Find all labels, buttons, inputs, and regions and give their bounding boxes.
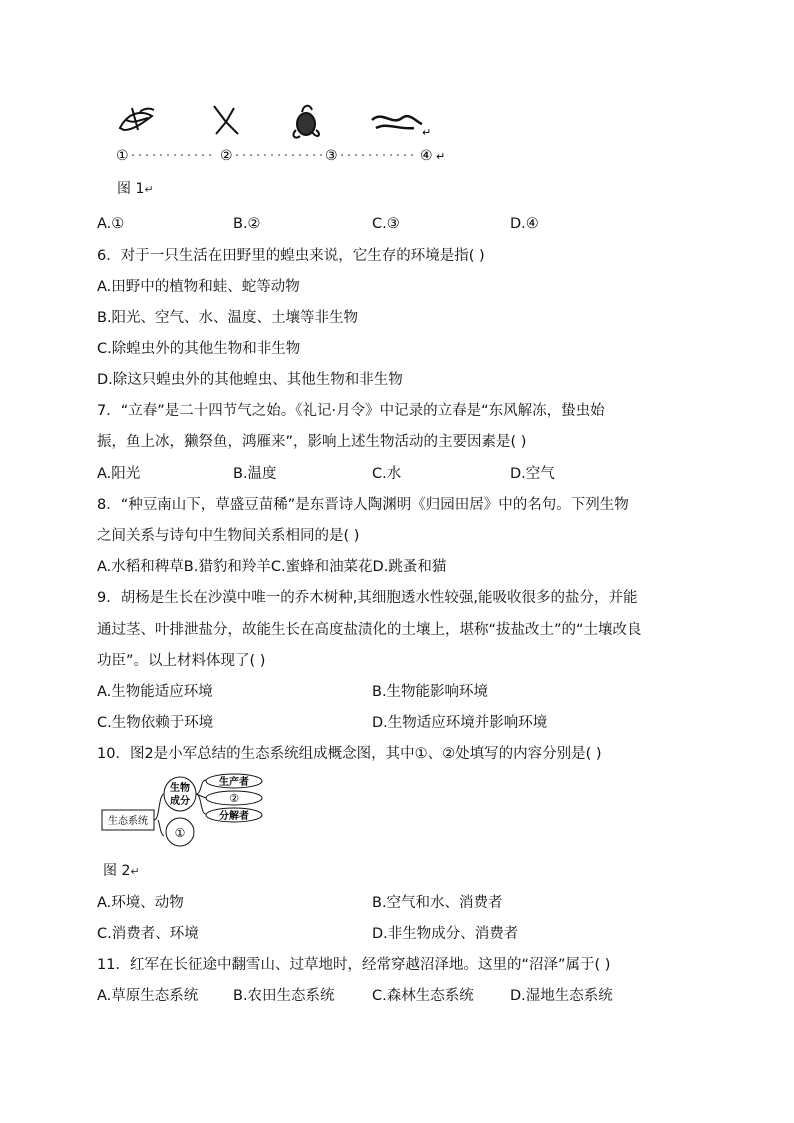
q9-stem-line-3: 功臣”。以上材料体现了( ) [97, 653, 266, 669]
q5-option-a[interactable]: A.① [97, 216, 125, 232]
q5-option-b[interactable]: B.② [233, 216, 261, 232]
q6-stem: 6．对于一只生活在田野里的蝗虫来说，它生存的环境是指( ) [97, 248, 485, 264]
q5-option-c[interactable]: C.③ [372, 216, 400, 232]
biotic-label-1: 生物 [170, 783, 190, 794]
q11-stem: 11．红军在长征途中翻雪山、过草地时，经常穿越沼泽地。这里的“沼泽”属于( ) [97, 957, 611, 973]
q8-options[interactable]: A.水稻和稗草B.猎豹和羚羊C.蜜蜂和油菜花D.跳蚤和猫 [97, 559, 447, 575]
q6-option-b[interactable]: B.阳光、空气、水、温度、土壤等非生物 [97, 310, 359, 326]
decomposer-label: 分解者 [219, 811, 249, 822]
q7-option-d[interactable]: D.空气 [510, 466, 555, 482]
figure-2-caption: 图 2↵ [103, 863, 140, 879]
chain-label-2: ② [220, 148, 233, 164]
paragraph-mark: ↵ [422, 126, 432, 139]
q6-option-d[interactable]: D.除这只蝗虫外的其他蝗虫、其他生物和非生物 [97, 372, 403, 388]
q10-stem: 10．图2是小军总结的生态系统组成概念图，其中①、②处填写的内容分别是( ) [97, 746, 602, 762]
q9-stem-line-1: 9．胡杨是生长在沙漠中唯一的乔木树种,其细胞透水性较强,能吸收很多的盐分，并能 [97, 590, 638, 606]
q6-option-a[interactable]: A.田野中的植物和蛙、蛇等动物 [97, 279, 300, 295]
q11-option-b[interactable]: B.农田生态系统 [233, 988, 335, 1004]
blank-1-label: ① [174, 826, 186, 840]
paragraph-mark: ↵ [436, 150, 446, 163]
q9-stem-line-2: 通过茎、叶排泄盐分，故能生长在高度盐渍化的土壤上，堪称“拔盐改土”的“土壤改良 [97, 622, 642, 638]
q11-option-d[interactable]: D.湿地生态系统 [510, 988, 613, 1004]
q8-stem-line-1: 8．“种豆南山下，草盛豆苗稀”是东晋诗人陶渊明《归园田居》中的名句。下列生物 [97, 497, 629, 513]
q9-option-d[interactable]: D.生物适应环境并影响环境 [372, 715, 548, 731]
q10-option-a[interactable]: A.环境、动物 [97, 895, 184, 911]
chain-label-4: ④ [420, 148, 433, 164]
q7-option-c[interactable]: C.水 [372, 466, 402, 482]
q10-option-d[interactable]: D.非生物成分、消费者 [372, 926, 519, 942]
q10-option-c[interactable]: C.消费者、环境 [97, 926, 199, 942]
grasshopper-icon [214, 106, 238, 134]
blank-2-label: ② [229, 792, 239, 805]
q7-stem-line-2: 振，鱼上冰，獭祭鱼，鸿雁来”，影响上述生物活动的主要因素是( ) [97, 434, 527, 450]
ecosystem-label: 生态系统 [108, 816, 148, 827]
q11-option-c[interactable]: C.森林生态系统 [372, 988, 474, 1004]
leaf-icon [120, 108, 154, 130]
q8-stem-line-2: 之间关系与诗句中生物间关系相同的是( ) [97, 528, 360, 544]
q10-option-b[interactable]: B.空气和水、消费者 [372, 895, 503, 911]
figure-1-illustration [110, 100, 450, 170]
q7-option-b[interactable]: B.温度 [233, 466, 277, 482]
q9-option-a[interactable]: A.生物能适应环境 [97, 684, 213, 700]
q9-option-c[interactable]: C.生物依赖于环境 [97, 715, 214, 731]
chain-label-1: ① [116, 148, 129, 164]
q11-option-a[interactable]: A.草原生态系统 [97, 988, 199, 1004]
figure-2-concept-diagram [100, 772, 280, 852]
figure-1-caption: 图 1↵ [117, 181, 154, 197]
food-chain-line [116, 148, 445, 164]
q9-option-b[interactable]: B.生物能影响环境 [372, 684, 489, 700]
q5-option-d[interactable]: D.④ [510, 216, 539, 232]
q7-option-a[interactable]: A.阳光 [97, 466, 141, 482]
producer-label: 生产者 [219, 777, 249, 788]
frog-icon [293, 106, 319, 138]
snake-icon [372, 116, 422, 128]
q6-option-c[interactable]: C.除蝗虫外的其他生物和非生物 [97, 341, 301, 357]
q7-stem-line-1: 7．“立春”是二十四节气之始。《礼记·月令》中记录的立春是“东风解冻，蛰虫始 [97, 403, 605, 419]
chain-label-3: ③ [325, 148, 338, 164]
biotic-label-2: 成分 [170, 796, 190, 807]
